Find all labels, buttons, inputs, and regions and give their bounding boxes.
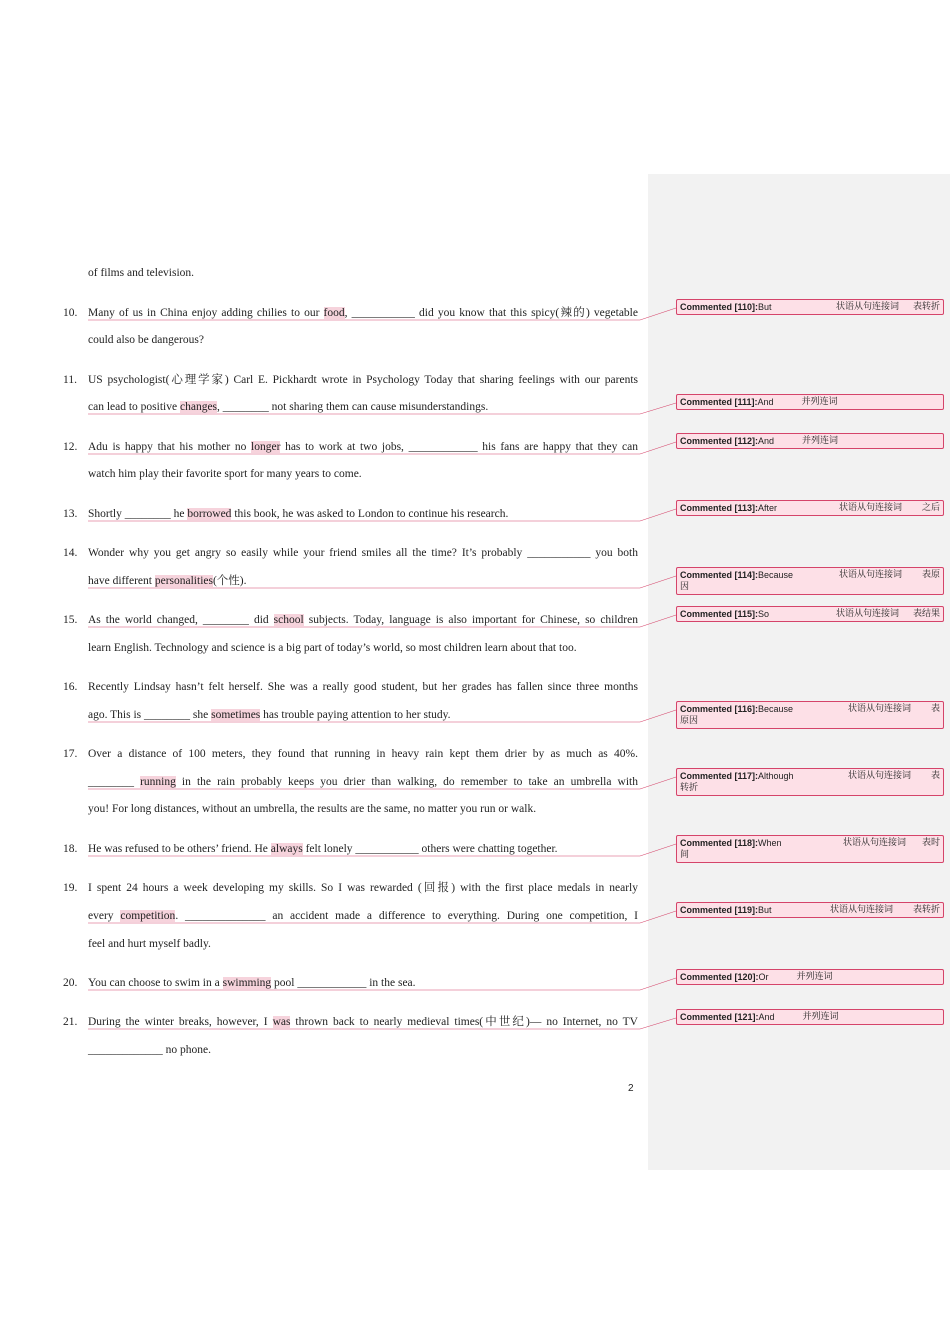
question-15-line-2: learn English. Technology and science is a big part of today’s world, so most children learn about that too. xyxy=(88,642,577,654)
question-17-line-1: Over a distance of 100 meters, they found that running in heavy rain kept them drier by as much as 40%. xyxy=(88,748,638,760)
highlight-swimming: swimming xyxy=(222,977,272,989)
question-21-line-1: During the winter breaks, however, I was thrown back to nearly medieval times(中世纪)— no Internet, no TV xyxy=(88,1016,638,1028)
highlight-always: always xyxy=(270,843,303,855)
question-19-line-2: every competition. ______________ an accident made a difference to everything. During one competition, I xyxy=(88,910,638,922)
comment-118[interactable]: Commented [118]: When 状语从句连接词 表时 间 xyxy=(676,835,944,863)
comment-121[interactable]: Commented [121]: And 并列连词 xyxy=(676,1009,944,1025)
highlight-school: school xyxy=(273,614,304,626)
question-number-17: 17. xyxy=(63,748,78,760)
question-19-line-1: I spent 24 hours a week developing my skills. So I was rewarded (回报) with the first place medals in nearly xyxy=(88,882,638,894)
highlight-longer: longer xyxy=(251,441,281,453)
question-11-line-1: US psychologist(心理学家) Carl E. Pickhardt wrote in Psychology Today that sharing feelings with our parents xyxy=(88,374,638,386)
question-number-18: 18. xyxy=(63,843,78,855)
question-number-20: 20. xyxy=(63,977,78,989)
highlight-changes: changes xyxy=(179,401,218,413)
question-20-line-1: You can choose to swim in a swimming pool ____________ in the sea. xyxy=(88,977,416,989)
comment-120[interactable]: Commented [120]: Or 并列连词 xyxy=(676,969,944,985)
question-16-line-1: Recently Lindsay hasn’t felt herself. She was a really good student, but her grades has fallen since three months xyxy=(88,681,638,693)
highlight-personalities: personalities xyxy=(154,575,213,587)
comment-112[interactable]: Commented [112]: And 并列连词 xyxy=(676,433,944,449)
intro-line: of films and television. xyxy=(88,267,195,279)
question-14-line-2: have different personalities(个性). xyxy=(88,575,247,587)
question-12-line-2: watch him play their favorite sport for many years to come. xyxy=(88,468,362,480)
comment-114[interactable]: Commented [114]: Because 状语从句连接词 表原 因 xyxy=(676,567,944,595)
question-18-line-1: He was refused to be others’ friend. He always felt lonely ___________ others were chatting together. xyxy=(88,843,558,855)
question-number-15: 15. xyxy=(63,614,78,626)
highlight-sometimes: sometimes xyxy=(211,709,261,721)
question-19-line-3: feel and hurt myself badly. xyxy=(88,938,211,950)
highlight-food: food xyxy=(323,307,345,319)
question-10-line-2: could also be dangerous? xyxy=(88,334,204,346)
comment-110[interactable]: Commented [110]: But 状语从句连接词 表转折 xyxy=(676,299,944,315)
question-14-line-1: Wonder why you get angry so easily while your friend smiles all the time? It’s probably ___________ you both xyxy=(88,547,638,559)
question-number-12: 12. xyxy=(63,441,78,453)
highlight-borrowed: borrowed xyxy=(187,508,232,520)
question-15-line-1: As the world changed, ________ did school subjects. Today, language is also important for Chinese, so children xyxy=(88,614,638,626)
comment-111[interactable]: Commented [111]: And 并列连词 xyxy=(676,394,944,410)
question-number-21: 21. xyxy=(63,1016,78,1028)
highlight-competition: competition xyxy=(120,910,176,922)
question-number-19: 19. xyxy=(63,882,78,894)
question-number-13: 13. xyxy=(63,508,78,520)
question-number-16: 16. xyxy=(63,681,78,693)
question-number-11: 11. xyxy=(63,374,77,386)
question-11-line-2: can lead to positive changes, ________ not sharing them can cause misunderstandings. xyxy=(88,401,489,413)
question-16-line-2: ago. This is ________ she sometimes has trouble paying attention to her study. xyxy=(88,709,451,721)
question-21-line-2: _____________ no phone. xyxy=(88,1044,211,1056)
question-number-10: 10. xyxy=(63,307,78,319)
page-number: 2 xyxy=(628,1083,634,1094)
question-number-14: 14. xyxy=(63,547,78,559)
comment-119[interactable]: Commented [119]: But 状语从句连接词 表转折 xyxy=(676,902,944,918)
question-17-line-3: you! For long distances, without an umbrella, the results are the same, no matter you run or walk. xyxy=(88,803,537,815)
question-10-line-1: Many of us in China enjoy adding chilies to our food, ___________ did you know that this spicy(辣的) vegetable xyxy=(88,307,638,319)
highlight-was: was xyxy=(272,1016,291,1028)
question-17-line-2: ________ running in the rain probably keeps you drier than walking, do remember to take an umbrella with xyxy=(88,776,638,788)
question-12-line-1: Adu is happy that his mother no longer has to work at two jobs, ____________ his fans are happy that they can xyxy=(88,441,638,453)
question-13-line-1: Shortly ________ he borrowed this book, he was asked to London to continue his research. xyxy=(88,508,509,520)
comment-116[interactable]: Commented [116]: Because 状语从句连接词 表 原因 xyxy=(676,701,944,729)
comment-113[interactable]: Commented [113]: After 状语从句连接词 之后 xyxy=(676,500,944,516)
highlight-running: running xyxy=(140,776,176,788)
comment-115[interactable]: Commented [115]: So 状语从句连接词 表结果 xyxy=(676,606,944,622)
comment-117[interactable]: Commented [117]: Although 状语从句连接词 表 转折 xyxy=(676,768,944,796)
